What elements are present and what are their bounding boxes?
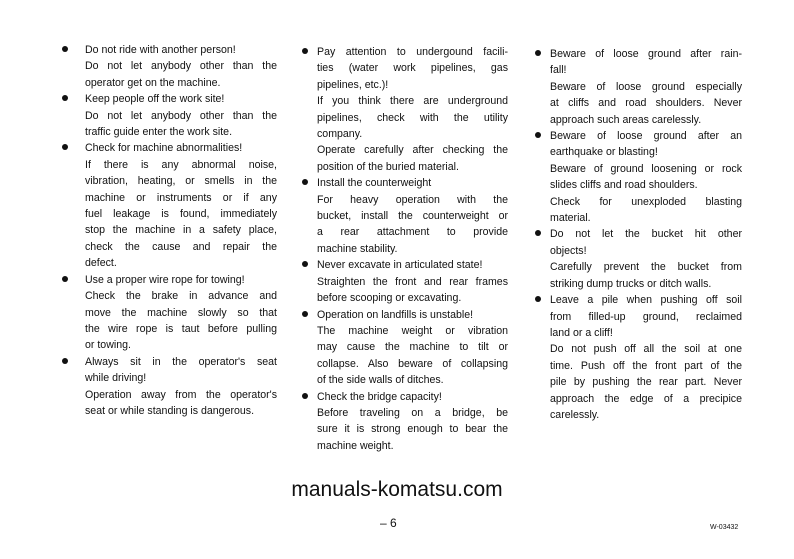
bullet-icon (62, 358, 68, 364)
bullet-icon (62, 46, 68, 52)
item-body-line: Operation away from the operator's (85, 388, 277, 401)
item-heading-line: Leave a pile when pushing off soil (550, 294, 742, 307)
item-body-line: machine stability. (317, 242, 398, 255)
item-body-line: time. Push off the front part of the (550, 359, 742, 372)
item-heading-line: Beware of loose ground after rain- (550, 48, 742, 60)
item-heading-line: Do not ride with another person! (85, 44, 236, 56)
column-1 (62, 42, 277, 419)
item-body-line: the wire rope is taut before pulling (85, 322, 277, 335)
item-heading-line: objects! (550, 244, 587, 257)
item-heading-line: pipelines, etc.)! (317, 78, 389, 91)
item-body-line: slides cliffs and road shoulders. (550, 179, 698, 192)
item-body-line: before scooping or excavating. (317, 292, 462, 305)
item-heading-line: ties (water work pipelines, gas (317, 62, 508, 75)
item-body-line: operator get on the machine. (85, 76, 221, 89)
item-body-line: carelessly. (550, 408, 600, 421)
safety-item (62, 272, 277, 354)
page-number: – 6 (380, 516, 397, 530)
bullet-icon (535, 230, 541, 236)
item-heading-line: Use a proper wire rope for towing! (85, 273, 245, 286)
item-body-line: check the cause and repair the (85, 240, 277, 253)
item-body-line: Do not let anybody other than the (85, 109, 277, 122)
safety-item (62, 42, 277, 91)
item-heading-line: Install the counterweight (317, 177, 432, 190)
item-body-line: If there is any abnormal noise, (85, 158, 277, 171)
item-heading-line: Always sit in the operator's seat (85, 355, 277, 368)
safety-item (535, 292, 742, 423)
item-body-line: move the machine slowly so that (85, 306, 277, 319)
item-body-line: a rear attachment to provide (317, 226, 508, 239)
watermark-link[interactable]: manuals-komatsu.com (291, 478, 503, 501)
item-body-line: pile by pushing the rear part. Never (550, 376, 742, 389)
item-heading-line: fall! (550, 64, 567, 77)
item-heading-line: from filled-up ground, reclaimed (550, 310, 742, 323)
item-body-line: striking dump trucks or ditch walls. (550, 277, 712, 290)
item-heading-line: Check for machine abnormalities! (85, 142, 243, 155)
bullet-icon (302, 179, 308, 185)
safety-item (302, 175, 508, 257)
item-body-line: material. (550, 212, 591, 225)
item-body-line: pipelines, check with the utility (317, 111, 508, 124)
item-body-line: defect. (85, 257, 117, 270)
item-body-line: or towing. (85, 339, 131, 352)
item-body-line: Beware of loose ground especially (550, 80, 742, 93)
item-body-line: vibration, heating, or smells in the (85, 175, 277, 188)
column-3 (535, 46, 742, 423)
item-body-line: machine or instruments or if any (85, 191, 277, 204)
bullet-icon (302, 393, 308, 399)
item-heading-line: Beware of loose ground after an (550, 130, 742, 143)
item-body-line: Operate carefully after checking the (317, 144, 508, 157)
item-body-line: machine weight. (317, 439, 394, 452)
item-heading-line: Do not let the bucket hit other (550, 228, 742, 241)
item-body-line: Do not push off all the soil at one (550, 343, 742, 356)
item-body-line: Straighten the front and rear frames (317, 275, 508, 288)
safety-item (302, 44, 508, 175)
item-heading-line: Never excavate in articulated state! (317, 259, 483, 272)
item-body-line: collapse. Also beware of collapsing (317, 357, 508, 370)
item-body-line: traffic guide enter the work site. (85, 126, 233, 139)
bullet-icon (302, 48, 308, 54)
bullet-icon (302, 261, 308, 267)
item-heading-line: Keep people off the work site! (85, 93, 225, 106)
bullet-icon (302, 311, 308, 317)
item-body-line: Do not let anybody other than the (85, 60, 277, 73)
item-body-line: approach the edge of a precipice (550, 392, 742, 405)
item-body-line: of the side walls of ditches. (317, 374, 444, 387)
item-heading-line: while driving! (85, 372, 147, 385)
safety-item (535, 128, 742, 226)
item-body-line: approach such areas carelessly. (550, 113, 702, 126)
item-body-line: bucket, install the counterweight or (317, 210, 508, 223)
item-body-line: Carefully prevent the bucket from (550, 261, 742, 274)
safety-item (62, 140, 277, 271)
item-body-line: If you think there are underground (317, 95, 508, 108)
safety-item (62, 354, 277, 420)
figure-code: W-03432 (710, 524, 739, 531)
item-body-line: The machine weight or vibration (317, 324, 508, 337)
safety-item (302, 257, 508, 306)
item-body-line: Check for unexploded blasting (550, 195, 742, 208)
safety-item (535, 46, 742, 128)
bullet-icon (62, 144, 68, 150)
item-body-line: company. (317, 128, 363, 141)
item-body-line: For heavy operation with the (317, 193, 508, 206)
safety-item (302, 389, 508, 455)
item-body-line: fuel leakage is found, immediately (85, 208, 277, 221)
item-body-line: Check the brake in advance and (85, 290, 277, 303)
item-heading-line: earthquake or blasting! (550, 146, 658, 159)
item-body-line: stop the machine in a safety place, (85, 224, 277, 237)
item-heading-line: Operation on landfills is unstable! (317, 308, 474, 321)
safety-item (62, 91, 277, 140)
bullet-icon (535, 132, 541, 138)
bullet-icon (62, 276, 68, 282)
item-body-line: Before traveling on a bridge, be (317, 406, 508, 419)
item-heading-line: land or a cliff! (550, 326, 613, 339)
item-body-line: at cliffs and road shoulders. Never (550, 97, 742, 110)
item-body-line: may cause the machine to tilt or (317, 341, 508, 354)
column-2 (302, 44, 508, 454)
item-body-line: Beware of ground loosening or rock (550, 162, 742, 175)
bullet-icon (535, 296, 541, 302)
item-body-line: sure it is strong enough to bear the (317, 423, 508, 436)
item-heading-line: Pay attention to undergound facili- (317, 46, 508, 58)
safety-item (535, 226, 742, 292)
bullet-icon (62, 95, 68, 101)
safety-item (302, 307, 508, 389)
item-body-line: seat or while standing is dangerous. (85, 404, 255, 417)
item-heading-line: Check the bridge capacity! (317, 390, 442, 403)
bullet-icon (535, 50, 541, 56)
item-body-line: position of the buried material. (317, 160, 459, 173)
